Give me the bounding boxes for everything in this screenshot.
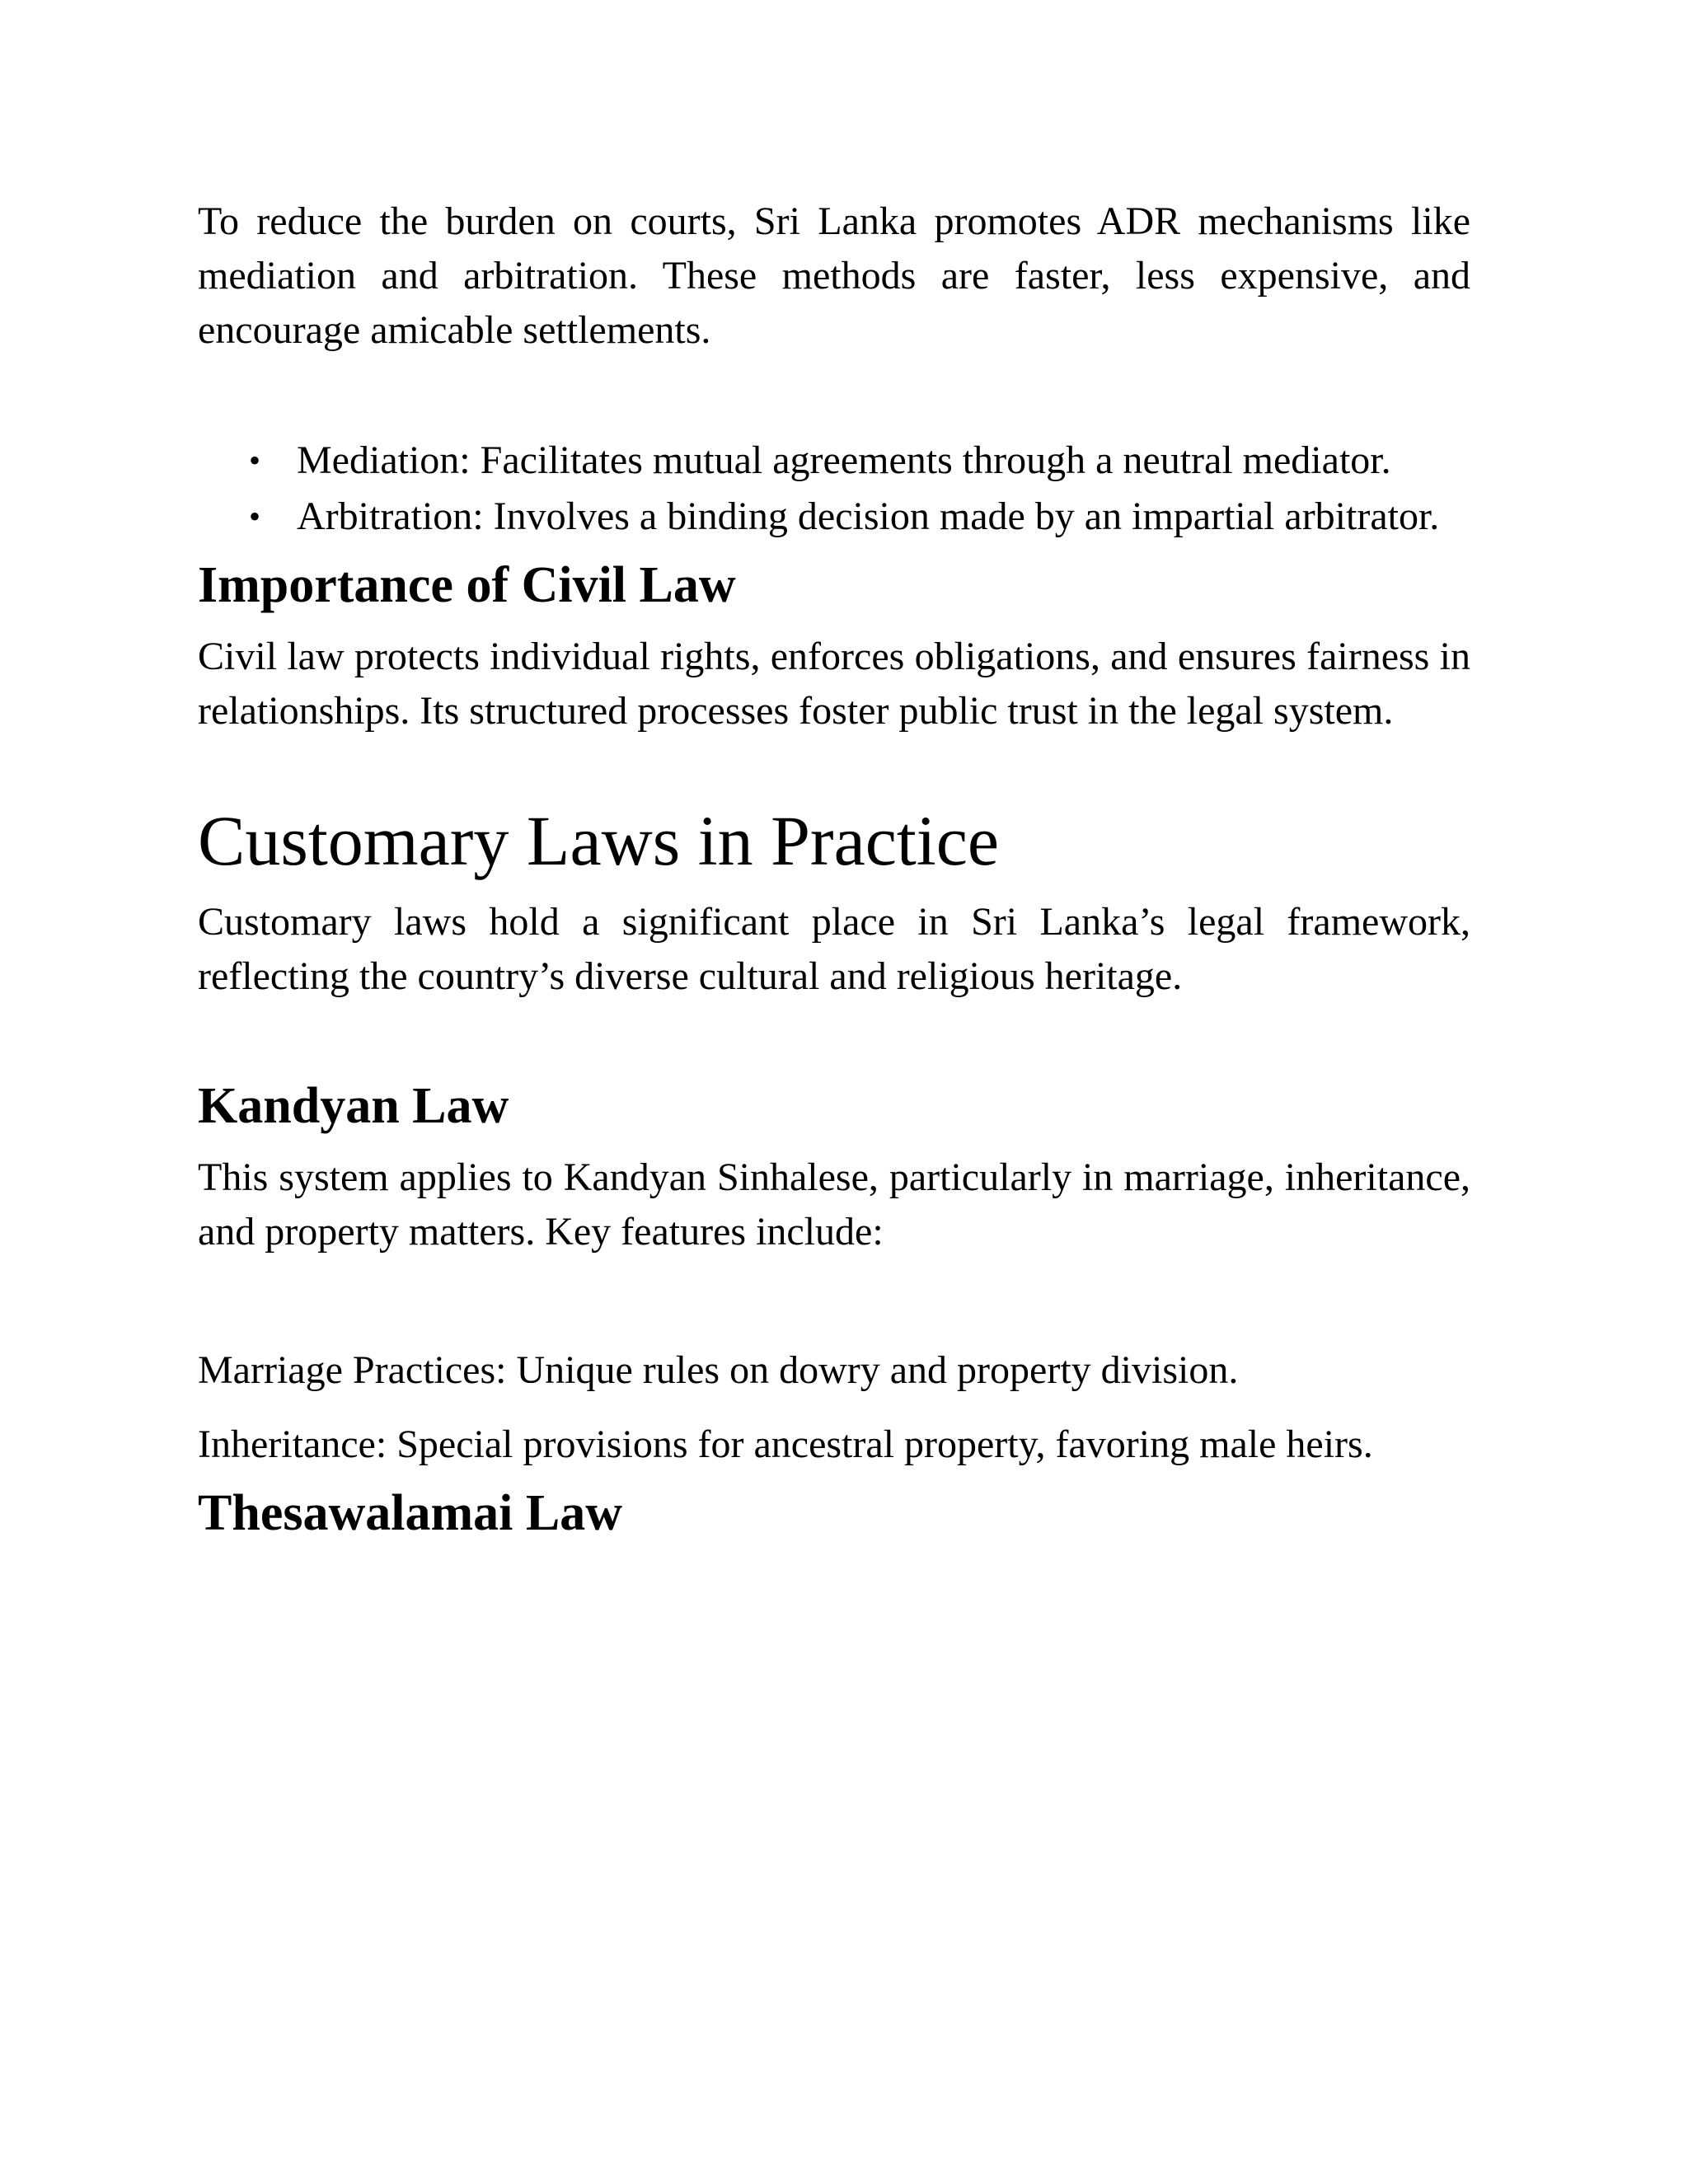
document-page (198, 194, 1470, 1546)
kandyan-feature-inheritance: Inheritance: Special provisions for ancestral property, favoring male heirs. (198, 1422, 1373, 1466)
adr-bullet-list (198, 434, 1470, 544)
kandyan-feature-marriage: Marriage Practices: Unique rules on dowry and property division. (198, 1348, 1239, 1392)
bullet-icon: • (249, 498, 261, 535)
bullet-icon: • (249, 442, 261, 479)
civil-law-paragraph: Civil law protects individual rights, enforces obligations, and ensures fairness in relationships. Its structured processes foster public trust in the legal system. (198, 635, 1470, 733)
list-item (198, 434, 1470, 488)
list-item (198, 490, 1470, 544)
kandyan-paragraph: This system applies to Kandyan Sinhalese, particularly in marriage, inheritance, and property matters. Key features include: (198, 1155, 1470, 1254)
section-heading-kandyan-law: Kandyan Law (198, 1078, 509, 1134)
list-item-text: Arbitration: Involves a binding decision made by an impartial arbitrator. (297, 494, 1440, 538)
list-item-text: Mediation: Facilitates mutual agreements through a neutral mediator. (297, 438, 1391, 482)
section-heading-customary-laws: Customary Laws in Practice (198, 801, 1000, 880)
section-heading-civil-law: Importance of Civil Law (198, 557, 736, 613)
adr-paragraph: To reduce the burden on courts, Sri Lanka promotes ADR mechanisms like mediation and arbitration. These methods are faster, less expensive, and encourage amicable settlements. (198, 199, 1470, 352)
section-heading-thesawalamai-law: Thesawalamai Law (198, 1485, 622, 1541)
customary-paragraph: Customary laws hold a significant place in Sri Lanka’s legal framework, reflecting the country’s diverse cultural and religious heritage. (198, 900, 1470, 998)
